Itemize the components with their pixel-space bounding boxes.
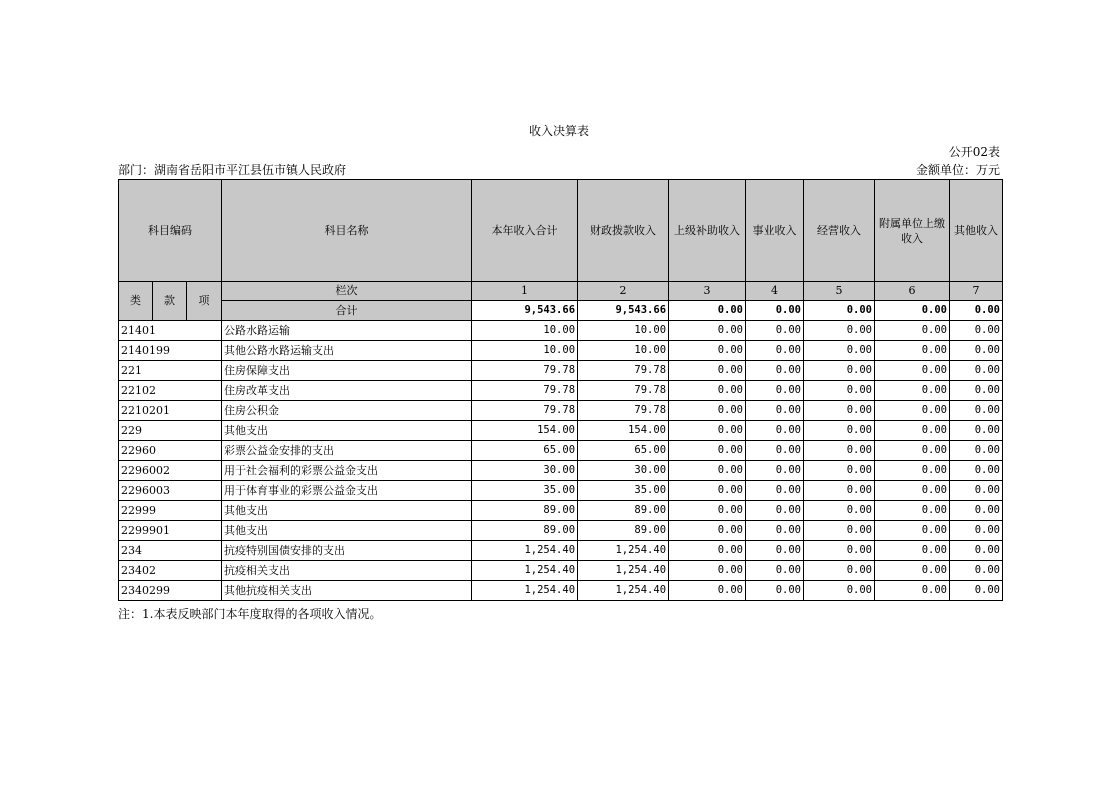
row-value: 0.00 <box>950 381 1003 401</box>
row-value: 30.00 <box>578 461 669 481</box>
row-value: 0.00 <box>669 341 746 361</box>
row-value: 0.00 <box>804 581 875 601</box>
row-value: 0.00 <box>804 381 875 401</box>
row-value: 0.00 <box>746 481 804 501</box>
row-value: 0.00 <box>804 541 875 561</box>
row-value: 0.00 <box>804 441 875 461</box>
row-name: 用于体育事业的彩票公益金支出 <box>222 481 472 501</box>
row-value: 89.00 <box>472 521 578 541</box>
row-value: 0.00 <box>875 521 950 541</box>
row-value: 0.00 <box>746 561 804 581</box>
row-value: 79.78 <box>472 361 578 381</box>
table-row <box>119 421 1003 441</box>
row-value: 0.00 <box>669 521 746 541</box>
row-value: 0.00 <box>669 441 746 461</box>
row-code: 22999 <box>119 501 222 521</box>
row-code: 234 <box>119 541 222 561</box>
row-value: 0.00 <box>746 441 804 461</box>
row-value: 0.00 <box>804 421 875 441</box>
row-value: 0.00 <box>875 401 950 421</box>
row-value: 0.00 <box>746 321 804 341</box>
row-value: 0.00 <box>669 501 746 521</box>
total-value: 0.00 <box>875 301 950 321</box>
row-value: 0.00 <box>746 581 804 601</box>
row-value: 0.00 <box>669 561 746 581</box>
row-value: 0.00 <box>746 461 804 481</box>
row-value: 1,254.40 <box>578 541 669 561</box>
table-row <box>119 481 1003 501</box>
row-value: 0.00 <box>950 461 1003 481</box>
row-value: 0.00 <box>746 541 804 561</box>
row-name: 彩票公益金安排的支出 <box>222 441 472 461</box>
row-code: 23402 <box>119 561 222 581</box>
row-name: 其他支出 <box>222 521 472 541</box>
row-value: 0.00 <box>950 581 1003 601</box>
row-value: 0.00 <box>669 581 746 601</box>
table-row <box>119 561 1003 581</box>
row-value: 79.78 <box>578 401 669 421</box>
row-value: 65.00 <box>578 441 669 461</box>
row-value: 0.00 <box>950 501 1003 521</box>
row-value: 0.00 <box>804 481 875 501</box>
row-value: 0.00 <box>669 321 746 341</box>
row-value: 0.00 <box>746 501 804 521</box>
row-value: 0.00 <box>746 401 804 421</box>
amount-unit-label: 金额单位：万元 <box>915 163 1000 177</box>
row-code: 2210201 <box>119 401 222 421</box>
row-value: 0.00 <box>746 341 804 361</box>
total-value: 0.00 <box>950 301 1003 321</box>
footnote: 注：1.本表反映部门本年度取得的各项收入情况。 <box>118 607 382 621</box>
row-value: 0.00 <box>875 501 950 521</box>
row-code: 2299901 <box>119 521 222 541</box>
row-value: 154.00 <box>578 421 669 441</box>
table-row <box>119 321 1003 341</box>
header-lei: 类 <box>119 282 153 321</box>
header-col-4: 事业收入 <box>746 180 804 282</box>
table-row <box>119 541 1003 561</box>
row-value: 1,254.40 <box>578 581 669 601</box>
row-value: 0.00 <box>875 381 950 401</box>
table-row <box>119 341 1003 361</box>
row-value: 0.00 <box>875 341 950 361</box>
row-value: 79.78 <box>472 401 578 421</box>
row-value: 0.00 <box>804 521 875 541</box>
header-col-6: 附属单位上缴收入 <box>875 180 950 282</box>
table-row <box>119 461 1003 481</box>
table-row <box>119 521 1003 541</box>
row-value: 0.00 <box>804 321 875 341</box>
row-value: 0.00 <box>669 381 746 401</box>
col-num-5: 5 <box>804 282 875 301</box>
header-col-1: 本年收入合计 <box>472 180 578 282</box>
row-value: 1,254.40 <box>472 581 578 601</box>
row-value: 0.00 <box>950 561 1003 581</box>
row-name: 住房改革支出 <box>222 381 472 401</box>
row-code: 22102 <box>119 381 222 401</box>
row-name: 其他抗疫相关支出 <box>222 581 472 601</box>
row-value: 0.00 <box>950 361 1003 381</box>
row-value: 35.00 <box>472 481 578 501</box>
row-code: 221 <box>119 361 222 381</box>
income-table <box>118 179 1003 601</box>
header-code: 科目编码 <box>119 180 222 282</box>
row-value: 10.00 <box>578 321 669 341</box>
row-value: 0.00 <box>669 541 746 561</box>
row-code: 22960 <box>119 441 222 461</box>
row-code: 21401 <box>119 321 222 341</box>
row-value: 0.00 <box>746 421 804 441</box>
row-value: 1,254.40 <box>472 541 578 561</box>
row-value: 0.00 <box>950 521 1003 541</box>
table-row <box>119 501 1003 521</box>
total-value: 9,543.66 <box>472 301 578 321</box>
row-value: 30.00 <box>472 461 578 481</box>
row-code: 2296003 <box>119 481 222 501</box>
col-num-2: 2 <box>578 282 669 301</box>
col-num-6: 6 <box>875 282 950 301</box>
row-value: 89.00 <box>578 521 669 541</box>
row-value: 0.00 <box>746 361 804 381</box>
header-row <box>119 180 1003 282</box>
row-value: 0.00 <box>950 401 1003 421</box>
row-value: 0.00 <box>875 421 950 441</box>
row-name: 其他支出 <box>222 421 472 441</box>
row-value: 79.78 <box>472 381 578 401</box>
row-value: 0.00 <box>875 481 950 501</box>
row-value: 0.00 <box>875 441 950 461</box>
row-name: 其他公路水路运输支出 <box>222 341 472 361</box>
col-num-7: 7 <box>950 282 1003 301</box>
header-col-3: 上级补助收入 <box>669 180 746 282</box>
row-value: 0.00 <box>875 581 950 601</box>
row-code: 2140199 <box>119 341 222 361</box>
row-name: 公路水路运输 <box>222 321 472 341</box>
row-value: 0.00 <box>950 481 1003 501</box>
row-value: 0.00 <box>669 461 746 481</box>
total-value: 9,543.66 <box>578 301 669 321</box>
row-value: 10.00 <box>472 321 578 341</box>
column-number-row <box>119 282 1003 301</box>
total-value: 0.00 <box>669 301 746 321</box>
row-name: 其他支出 <box>222 501 472 521</box>
col-num-4: 4 <box>746 282 804 301</box>
row-value: 79.78 <box>578 361 669 381</box>
total-value: 0.00 <box>804 301 875 321</box>
header-col-7: 其他收入 <box>950 180 1003 282</box>
total-row <box>119 301 1003 321</box>
header-name: 科目名称 <box>222 180 472 282</box>
header-col-5: 经营收入 <box>804 180 875 282</box>
row-value: 0.00 <box>804 461 875 481</box>
table-row <box>119 401 1003 421</box>
row-code: 2340299 <box>119 581 222 601</box>
row-value: 0.00 <box>875 461 950 481</box>
row-value: 0.00 <box>950 341 1003 361</box>
row-value: 0.00 <box>875 361 950 381</box>
row-value: 89.00 <box>578 501 669 521</box>
row-value: 0.00 <box>875 321 950 341</box>
form-number: 公开02表 <box>948 145 1000 159</box>
row-value: 35.00 <box>578 481 669 501</box>
row-value: 65.00 <box>472 441 578 461</box>
row-name: 用于社会福利的彩票公益金支出 <box>222 461 472 481</box>
row-value: 0.00 <box>804 501 875 521</box>
row-name: 住房保障支出 <box>222 361 472 381</box>
header-lanci: 栏次 <box>222 282 472 301</box>
row-value: 0.00 <box>950 441 1003 461</box>
col-num-1: 1 <box>472 282 578 301</box>
row-value: 0.00 <box>875 541 950 561</box>
col-num-3: 3 <box>669 282 746 301</box>
row-value: 1,254.40 <box>578 561 669 581</box>
row-value: 89.00 <box>472 501 578 521</box>
table-row <box>119 441 1003 461</box>
row-value: 0.00 <box>746 521 804 541</box>
row-code: 2296002 <box>119 461 222 481</box>
row-value: 0.00 <box>950 321 1003 341</box>
row-value: 0.00 <box>804 561 875 581</box>
department-label: 部门：湖南省岳阳市平江县伍市镇人民政府 <box>118 163 347 177</box>
row-value: 10.00 <box>578 341 669 361</box>
row-value: 79.78 <box>578 381 669 401</box>
row-value: 0.00 <box>669 481 746 501</box>
row-name: 住房公积金 <box>222 401 472 421</box>
row-value: 0.00 <box>950 541 1003 561</box>
row-value: 0.00 <box>804 401 875 421</box>
row-value: 1,254.40 <box>472 561 578 581</box>
table-row <box>119 381 1003 401</box>
row-value: 0.00 <box>804 361 875 381</box>
table-row <box>119 581 1003 601</box>
row-value: 0.00 <box>669 421 746 441</box>
row-value: 154.00 <box>472 421 578 441</box>
row-value: 0.00 <box>804 341 875 361</box>
row-value: 0.00 <box>746 381 804 401</box>
row-name: 抗疫相关支出 <box>222 561 472 581</box>
header-col-2: 财政拨款收入 <box>578 180 669 282</box>
total-value: 0.00 <box>746 301 804 321</box>
row-value: 0.00 <box>875 561 950 581</box>
row-code: 229 <box>119 421 222 441</box>
row-value: 0.00 <box>950 421 1003 441</box>
row-name: 抗疫特别国债安排的支出 <box>222 541 472 561</box>
header-xiang: 项 <box>187 282 222 321</box>
header-kuan: 款 <box>153 282 187 321</box>
page-title: 收入决算表 <box>528 124 589 138</box>
row-value: 0.00 <box>669 361 746 381</box>
row-value: 10.00 <box>472 341 578 361</box>
table-row <box>119 361 1003 381</box>
row-value: 0.00 <box>669 401 746 421</box>
total-label: 合计 <box>222 301 472 321</box>
